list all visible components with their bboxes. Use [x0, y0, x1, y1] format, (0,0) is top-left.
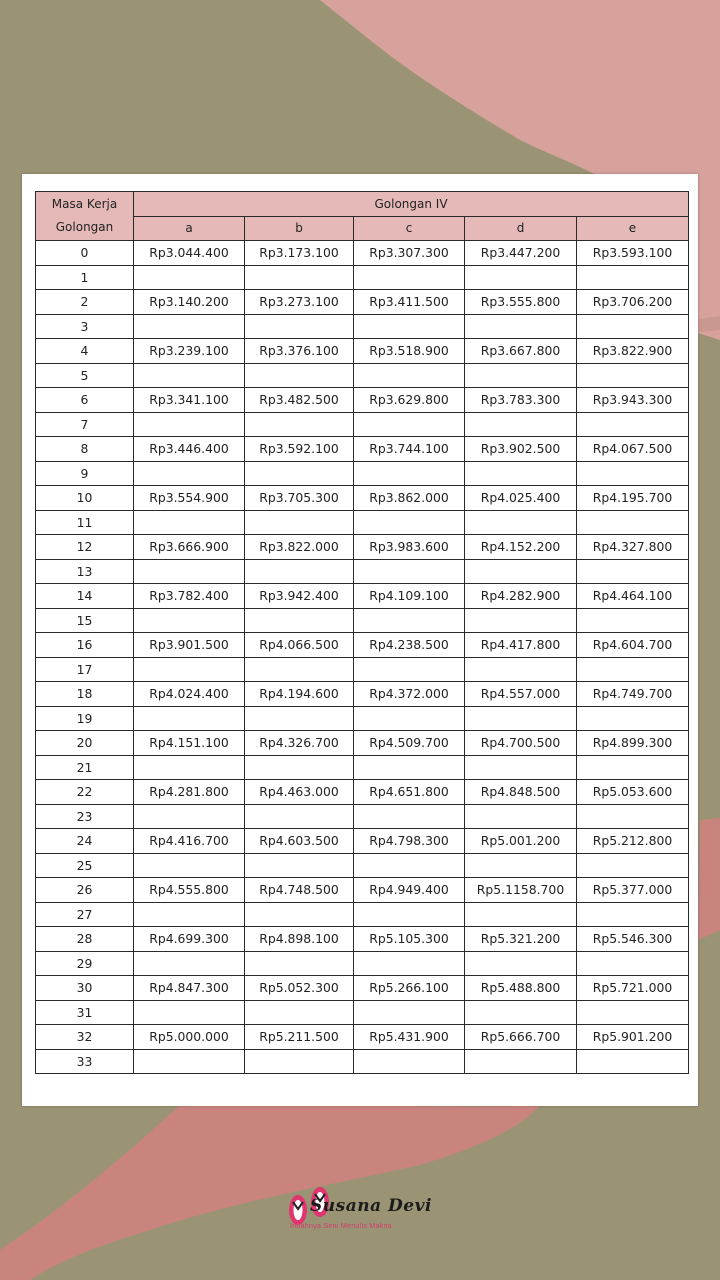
- salary-cell-a: [134, 657, 245, 682]
- table-row: [36, 951, 689, 976]
- salary-cell-e: Rp4.749.700: [577, 682, 689, 707]
- salary-cell-b: [245, 657, 354, 682]
- salary-cell-d: [465, 902, 577, 927]
- table-row: [36, 657, 689, 682]
- column-header-d: d: [465, 216, 577, 241]
- salary-cell-c: [354, 902, 465, 927]
- masa-kerja-cell: 19: [36, 706, 134, 731]
- salary-cell-d: Rp4.417.800: [465, 633, 577, 658]
- salary-table-card: [22, 174, 698, 1106]
- salary-cell-d: Rp5.488.800: [465, 976, 577, 1001]
- salary-cell-e: [577, 657, 689, 682]
- table-row: [36, 486, 689, 511]
- salary-cell-c: [354, 755, 465, 780]
- salary-cell-a: Rp3.554.900: [134, 486, 245, 511]
- brand-logo: [282, 1180, 442, 1260]
- salary-cell-d: [465, 706, 577, 731]
- salary-cell-c: Rp3.862.000: [354, 486, 465, 511]
- masa-kerja-cell: 5: [36, 363, 134, 388]
- salary-cell-d: [465, 1000, 577, 1025]
- masa-kerja-cell: 11: [36, 510, 134, 535]
- golongan-iv-header: Golongan IV: [134, 192, 689, 217]
- salary-cell-c: [354, 951, 465, 976]
- table-row: [36, 363, 689, 388]
- salary-cell-e: Rp4.195.700: [577, 486, 689, 511]
- salary-cell-a: [134, 363, 245, 388]
- salary-cell-a: Rp3.341.100: [134, 388, 245, 413]
- salary-cell-b: [245, 951, 354, 976]
- salary-cell-d: [465, 853, 577, 878]
- salary-cell-b: Rp3.705.300: [245, 486, 354, 511]
- salary-cell-a: Rp4.699.300: [134, 927, 245, 952]
- salary-cell-e: Rp4.464.100: [577, 584, 689, 609]
- salary-cell-a: [134, 314, 245, 339]
- table-row: [36, 510, 689, 535]
- salary-cell-d: Rp3.447.200: [465, 241, 577, 266]
- salary-cell-c: Rp4.372.000: [354, 682, 465, 707]
- column-header-b: b: [245, 216, 354, 241]
- salary-cell-a: Rp4.024.400: [134, 682, 245, 707]
- salary-cell-d: [465, 559, 577, 584]
- table-row: [36, 682, 689, 707]
- salary-cell-c: [354, 608, 465, 633]
- salary-cell-e: Rp5.053.600: [577, 780, 689, 805]
- masa-kerja-cell: 8: [36, 437, 134, 462]
- salary-cell-e: [577, 314, 689, 339]
- salary-table-header: [36, 192, 689, 241]
- salary-cell-e: Rp4.327.800: [577, 535, 689, 560]
- masa-kerja-cell: 3: [36, 314, 134, 339]
- salary-cell-e: Rp3.706.200: [577, 290, 689, 315]
- salary-cell-e: [577, 951, 689, 976]
- salary-cell-c: Rp4.109.100: [354, 584, 465, 609]
- salary-cell-c: [354, 853, 465, 878]
- salary-cell-c: Rp3.307.300: [354, 241, 465, 266]
- table-row: [36, 535, 689, 560]
- salary-cell-b: Rp3.482.500: [245, 388, 354, 413]
- salary-cell-d: [465, 510, 577, 535]
- salary-cell-a: Rp4.281.800: [134, 780, 245, 805]
- salary-cell-c: [354, 804, 465, 829]
- salary-cell-e: Rp3.822.900: [577, 339, 689, 364]
- salary-cell-b: [245, 412, 354, 437]
- salary-cell-e: Rp4.067.500: [577, 437, 689, 462]
- masa-kerja-cell: 0: [36, 241, 134, 266]
- table-row: [36, 1000, 689, 1025]
- masa-kerja-cell: 33: [36, 1049, 134, 1074]
- salary-cell-b: Rp5.211.500: [245, 1025, 354, 1050]
- salary-cell-d: Rp4.700.500: [465, 731, 577, 756]
- masa-kerja-cell: 32: [36, 1025, 134, 1050]
- salary-cell-c: Rp5.266.100: [354, 976, 465, 1001]
- masa-kerja-cell: 21: [36, 755, 134, 780]
- salary-cell-d: [465, 461, 577, 486]
- salary-cell-e: [577, 559, 689, 584]
- brand-name: Susana Devi: [310, 1196, 432, 1216]
- salary-cell-b: Rp4.898.100: [245, 927, 354, 952]
- salary-cell-a: Rp3.901.500: [134, 633, 245, 658]
- salary-cell-a: [134, 706, 245, 731]
- salary-cell-c: Rp4.509.700: [354, 731, 465, 756]
- salary-cell-a: Rp4.151.100: [134, 731, 245, 756]
- table-row: [36, 290, 689, 315]
- column-header-c: c: [354, 216, 465, 241]
- masa-kerja-cell: 25: [36, 853, 134, 878]
- salary-cell-b: Rp5.052.300: [245, 976, 354, 1001]
- salary-cell-d: Rp5.321.200: [465, 927, 577, 952]
- masa-kerja-header: [36, 192, 134, 241]
- salary-cell-d: Rp4.152.200: [465, 535, 577, 560]
- masa-kerja-label: Masa Kerja: [51, 197, 118, 211]
- salary-cell-b: Rp3.592.100: [245, 437, 354, 462]
- salary-table-body: [36, 241, 689, 1074]
- salary-cell-d: [465, 1049, 577, 1074]
- salary-cell-a: Rp4.416.700: [134, 829, 245, 854]
- salary-cell-c: [354, 1000, 465, 1025]
- masa-kerja-cell: 9: [36, 461, 134, 486]
- table-row: [36, 1025, 689, 1050]
- salary-cell-c: Rp3.629.800: [354, 388, 465, 413]
- salary-cell-a: [134, 853, 245, 878]
- table-row: [36, 633, 689, 658]
- masa-kerja-cell: 24: [36, 829, 134, 854]
- table-row: [36, 829, 689, 854]
- table-row: [36, 314, 689, 339]
- salary-cell-c: [354, 559, 465, 584]
- salary-cell-a: Rp4.555.800: [134, 878, 245, 903]
- salary-cell-e: [577, 902, 689, 927]
- salary-cell-b: [245, 853, 354, 878]
- salary-cell-d: Rp4.557.000: [465, 682, 577, 707]
- salary-cell-c: [354, 314, 465, 339]
- table-row: [36, 878, 689, 903]
- salary-cell-c: Rp5.431.900: [354, 1025, 465, 1050]
- salary-cell-b: Rp3.173.100: [245, 241, 354, 266]
- salary-cell-c: Rp3.411.500: [354, 290, 465, 315]
- masa-kerja-cell: 23: [36, 804, 134, 829]
- salary-cell-b: [245, 608, 354, 633]
- masa-kerja-cell: 17: [36, 657, 134, 682]
- masa-kerja-cell: 22: [36, 780, 134, 805]
- salary-cell-b: Rp3.376.100: [245, 339, 354, 364]
- salary-cell-a: Rp3.446.400: [134, 437, 245, 462]
- table-row: [36, 927, 689, 952]
- salary-cell-b: Rp4.326.700: [245, 731, 354, 756]
- table-row: [36, 780, 689, 805]
- table-row: [36, 976, 689, 1001]
- table-row: [36, 853, 689, 878]
- salary-cell-d: Rp3.783.300: [465, 388, 577, 413]
- salary-cell-d: [465, 657, 577, 682]
- salary-cell-d: Rp5.001.200: [465, 829, 577, 854]
- salary-cell-a: Rp3.666.900: [134, 535, 245, 560]
- table-row: [36, 461, 689, 486]
- table-row: [36, 339, 689, 364]
- table-row: [36, 437, 689, 462]
- salary-cell-a: [134, 804, 245, 829]
- masa-kerja-cell: 13: [36, 559, 134, 584]
- salary-cell-b: Rp4.463.000: [245, 780, 354, 805]
- salary-cell-b: [245, 804, 354, 829]
- salary-cell-c: Rp3.518.900: [354, 339, 465, 364]
- salary-cell-b: Rp3.942.400: [245, 584, 354, 609]
- masa-kerja-cell: 28: [36, 927, 134, 952]
- salary-cell-b: Rp4.603.500: [245, 829, 354, 854]
- salary-cell-c: Rp4.798.300: [354, 829, 465, 854]
- masa-kerja-cell: 20: [36, 731, 134, 756]
- salary-cell-c: [354, 1049, 465, 1074]
- table-row: [36, 706, 689, 731]
- salary-cell-a: Rp3.239.100: [134, 339, 245, 364]
- salary-cell-c: [354, 265, 465, 290]
- salary-cell-b: [245, 510, 354, 535]
- salary-cell-e: [577, 853, 689, 878]
- salary-cell-e: [577, 412, 689, 437]
- salary-cell-e: Rp3.943.300: [577, 388, 689, 413]
- table-row: [36, 388, 689, 413]
- table-row: [36, 265, 689, 290]
- salary-cell-b: [245, 1000, 354, 1025]
- masa-kerja-cell: 2: [36, 290, 134, 315]
- salary-cell-d: Rp4.282.900: [465, 584, 577, 609]
- salary-cell-c: [354, 461, 465, 486]
- salary-cell-a: Rp3.782.400: [134, 584, 245, 609]
- salary-cell-e: [577, 755, 689, 780]
- salary-cell-d: Rp5.666.700: [465, 1025, 577, 1050]
- salary-cell-b: [245, 363, 354, 388]
- salary-cell-a: [134, 559, 245, 584]
- masa-kerja-cell: 7: [36, 412, 134, 437]
- masa-kerja-cell: 30: [36, 976, 134, 1001]
- salary-cell-b: [245, 559, 354, 584]
- masa-kerja-cell: 10: [36, 486, 134, 511]
- masa-kerja-cell: 14: [36, 584, 134, 609]
- salary-cell-b: [245, 706, 354, 731]
- salary-cell-e: [577, 804, 689, 829]
- salary-cell-c: Rp4.651.800: [354, 780, 465, 805]
- table-row: [36, 608, 689, 633]
- masa-kerja-cell: 29: [36, 951, 134, 976]
- table-row: [36, 584, 689, 609]
- salary-cell-d: [465, 412, 577, 437]
- salary-cell-c: Rp4.238.500: [354, 633, 465, 658]
- salary-cell-b: [245, 755, 354, 780]
- salary-cell-a: Rp3.140.200: [134, 290, 245, 315]
- salary-cell-a: [134, 1049, 245, 1074]
- salary-cell-e: [577, 363, 689, 388]
- salary-cell-e: Rp5.377.000: [577, 878, 689, 903]
- salary-cell-d: Rp3.902.500: [465, 437, 577, 462]
- salary-cell-a: Rp5.000.000: [134, 1025, 245, 1050]
- salary-cell-e: Rp3.593.100: [577, 241, 689, 266]
- salary-cell-d: Rp3.555.800: [465, 290, 577, 315]
- masa-kerja-cell: 4: [36, 339, 134, 364]
- salary-cell-a: [134, 902, 245, 927]
- salary-cell-e: Rp5.212.800: [577, 829, 689, 854]
- salary-cell-c: [354, 657, 465, 682]
- salary-cell-d: [465, 608, 577, 633]
- salary-cell-c: [354, 412, 465, 437]
- salary-cell-d: Rp5.1158.700: [465, 878, 577, 903]
- masa-kerja-cell: 1: [36, 265, 134, 290]
- table-row: [36, 559, 689, 584]
- salary-cell-e: [577, 510, 689, 535]
- salary-cell-a: [134, 608, 245, 633]
- table-row: [36, 731, 689, 756]
- salary-cell-b: [245, 902, 354, 927]
- table-row: [36, 804, 689, 829]
- masa-kerja-cell: 16: [36, 633, 134, 658]
- salary-cell-c: Rp4.949.400: [354, 878, 465, 903]
- salary-cell-e: Rp5.901.200: [577, 1025, 689, 1050]
- salary-cell-c: Rp3.744.100: [354, 437, 465, 462]
- salary-cell-a: [134, 1000, 245, 1025]
- salary-cell-b: [245, 265, 354, 290]
- salary-cell-e: Rp5.721.000: [577, 976, 689, 1001]
- salary-cell-d: [465, 314, 577, 339]
- masa-kerja-cell: 15: [36, 608, 134, 633]
- masa-kerja-cell: 6: [36, 388, 134, 413]
- salary-cell-d: [465, 363, 577, 388]
- salary-cell-d: Rp4.848.500: [465, 780, 577, 805]
- salary-cell-b: [245, 1049, 354, 1074]
- salary-cell-d: Rp3.667.800: [465, 339, 577, 364]
- salary-cell-e: Rp5.546.300: [577, 927, 689, 952]
- salary-cell-e: [577, 608, 689, 633]
- salary-cell-d: [465, 951, 577, 976]
- salary-cell-e: Rp4.604.700: [577, 633, 689, 658]
- salary-cell-a: [134, 951, 245, 976]
- salary-cell-b: [245, 461, 354, 486]
- salary-cell-a: [134, 412, 245, 437]
- masa-kerja-cell: 26: [36, 878, 134, 903]
- table-row: [36, 902, 689, 927]
- masa-kerja-cell: 31: [36, 1000, 134, 1025]
- masa-kerja-cell: 27: [36, 902, 134, 927]
- salary-cell-b: Rp4.748.500: [245, 878, 354, 903]
- salary-cell-b: [245, 314, 354, 339]
- golongan-label: Golongan: [55, 220, 114, 234]
- salary-cell-a: [134, 755, 245, 780]
- table-row: [36, 241, 689, 266]
- salary-cell-e: [577, 461, 689, 486]
- salary-cell-e: [577, 1000, 689, 1025]
- salary-cell-a: [134, 510, 245, 535]
- column-header-e: e: [577, 216, 689, 241]
- brand-tagline: Indahnya Seni Menulis Makna: [290, 1223, 392, 1230]
- table-row: [36, 755, 689, 780]
- salary-cell-b: Rp4.194.600: [245, 682, 354, 707]
- table-row: [36, 412, 689, 437]
- salary-cell-a: Rp4.847.300: [134, 976, 245, 1001]
- masa-kerja-cell: 12: [36, 535, 134, 560]
- table-row: [36, 1049, 689, 1074]
- salary-cell-c: [354, 363, 465, 388]
- salary-cell-b: Rp4.066.500: [245, 633, 354, 658]
- salary-cell-c: Rp5.105.300: [354, 927, 465, 952]
- salary-cell-e: Rp4.899.300: [577, 731, 689, 756]
- salary-cell-c: [354, 510, 465, 535]
- salary-cell-b: Rp3.273.100: [245, 290, 354, 315]
- salary-cell-c: [354, 706, 465, 731]
- salary-cell-e: [577, 1049, 689, 1074]
- salary-cell-b: Rp3.822.000: [245, 535, 354, 560]
- salary-table: [35, 191, 689, 1074]
- column-header-a: a: [134, 216, 245, 241]
- salary-cell-d: [465, 265, 577, 290]
- salary-cell-e: [577, 706, 689, 731]
- salary-cell-d: [465, 804, 577, 829]
- masa-kerja-cell: 18: [36, 682, 134, 707]
- salary-cell-a: [134, 265, 245, 290]
- salary-cell-d: Rp4.025.400: [465, 486, 577, 511]
- salary-cell-d: [465, 755, 577, 780]
- salary-cell-e: [577, 265, 689, 290]
- salary-cell-c: Rp3.983.600: [354, 535, 465, 560]
- salary-cell-a: Rp3.044.400: [134, 241, 245, 266]
- salary-cell-a: [134, 461, 245, 486]
